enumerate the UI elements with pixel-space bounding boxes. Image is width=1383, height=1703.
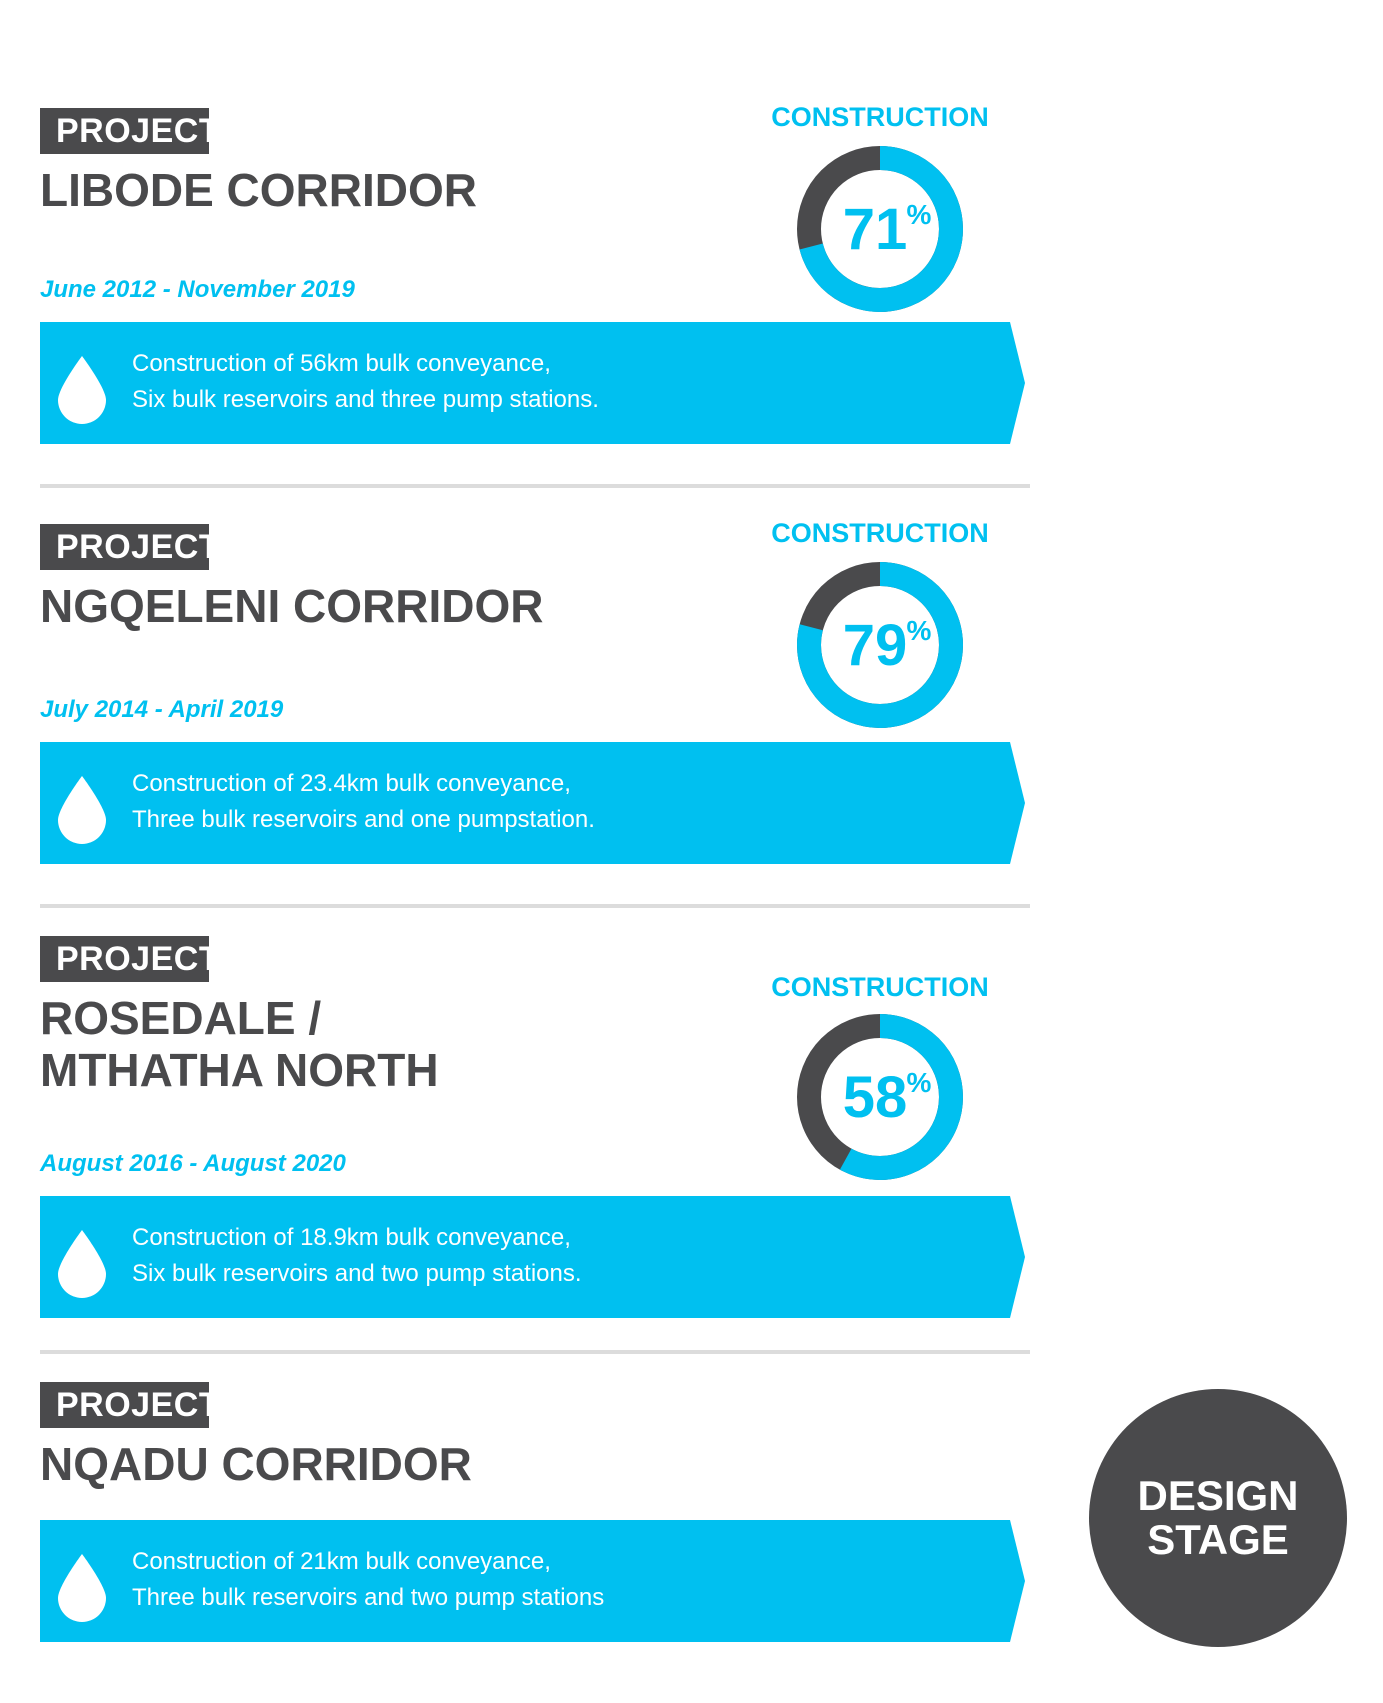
project-dates: July 2014 - April 2019 <box>40 696 284 723</box>
description-line-2: Three bulk reservoirs and one pumpstation. <box>132 806 595 833</box>
project-description <box>132 766 595 838</box>
description-line-2: Six bulk reservoirs and two pump stations. <box>132 1260 582 1287</box>
water-drop-icon <box>56 774 108 844</box>
project-tag: PROJECT <box>40 108 209 154</box>
percent-sign: % <box>906 615 932 646</box>
project-description <box>132 346 599 418</box>
section-divider <box>40 484 1030 488</box>
description-banner <box>40 1196 1025 1318</box>
design-stage-badge <box>1089 1389 1347 1647</box>
section-divider <box>40 1350 1030 1354</box>
water-drop-icon <box>56 1552 108 1622</box>
project-tag: PROJECT <box>40 936 209 982</box>
progress-donut <box>795 144 965 314</box>
section-divider <box>40 904 1030 908</box>
project-tag: PROJECT <box>40 1382 209 1428</box>
project-title: LIBODE CORRIDOR <box>40 164 477 216</box>
stage-label: CONSTRUCTION <box>771 972 989 1002</box>
description-banner <box>40 742 1025 864</box>
progress-donut <box>795 560 965 730</box>
progress-value: 58 <box>842 1065 908 1130</box>
progress-value: 79 <box>842 613 908 678</box>
water-drop-icon <box>56 1228 108 1298</box>
description-line-1: Construction of 21km bulk conveyance, <box>132 1548 551 1575</box>
description-line-2: Three bulk reservoirs and two pump stations <box>132 1584 605 1611</box>
stage-label: CONSTRUCTION <box>771 518 989 548</box>
percent-sign: % <box>906 1067 932 1098</box>
progress-value: 71 <box>842 197 908 262</box>
project-dates: August 2016 - August 2020 <box>40 1150 346 1177</box>
description-banner <box>40 1520 1025 1642</box>
project-description <box>132 1220 582 1292</box>
stage-label: CONSTRUCTION <box>771 102 989 132</box>
project-tag: PROJECT <box>40 524 209 570</box>
project-title: NQADU CORRIDOR <box>40 1438 472 1490</box>
description-line-1: Construction of 23.4km bulk conveyance, <box>132 770 571 797</box>
design-stage-line-2: STAGE <box>1147 1516 1289 1563</box>
design-stage-line-1: DESIGN <box>1137 1472 1299 1519</box>
project-title: ROSEDALE / MTHATHA NORTH <box>40 992 439 1096</box>
description-line-2: Six bulk reservoirs and three pump stations. <box>132 386 599 413</box>
project-description <box>132 1544 604 1616</box>
percent-sign: % <box>906 199 932 230</box>
description-line-1: Construction of 18.9km bulk conveyance, <box>132 1224 571 1251</box>
project-dates: June 2012 - November 2019 <box>40 276 355 303</box>
description-line-1: Construction of 56km bulk conveyance, <box>132 350 551 377</box>
water-drop-icon <box>56 354 108 424</box>
description-banner <box>40 322 1025 444</box>
project-title: NGQELENI CORRIDOR <box>40 580 544 632</box>
progress-donut <box>795 1012 965 1182</box>
